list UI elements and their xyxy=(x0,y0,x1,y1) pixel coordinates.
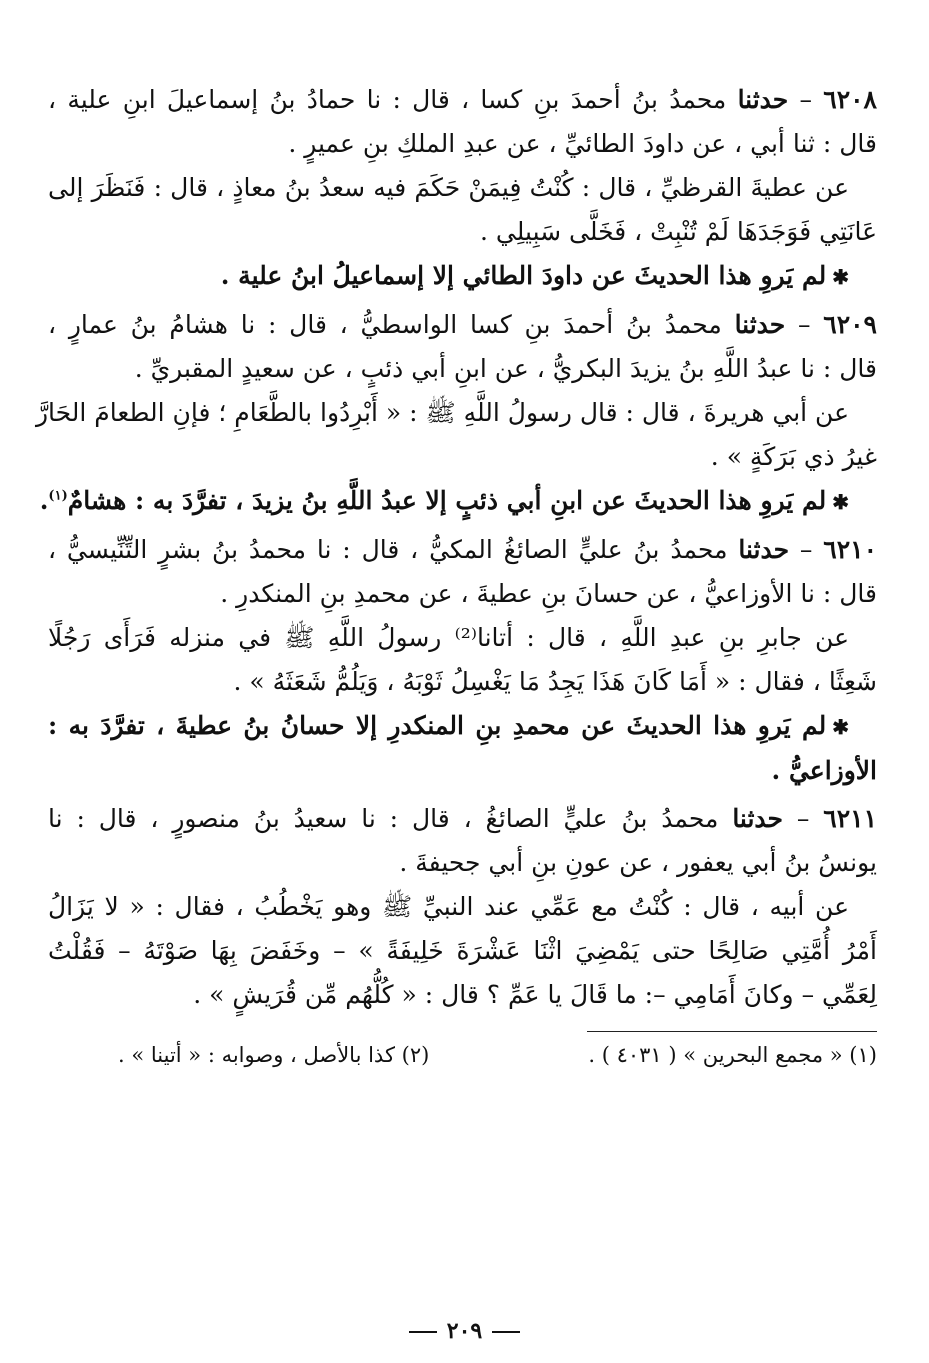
footnotes xyxy=(48,1038,877,1072)
matn-line: غيرُ ذي بَرَكَةٍ » . xyxy=(710,442,877,471)
isnad-line: ٦٢١١ – حدثنا محمدُ بنُ عليٍّ الصائغُ ، قال : نا سعيدُ بنُ منصورٍ ، قال : نا xyxy=(48,804,877,833)
dash-decoration xyxy=(492,1331,520,1333)
isnad-line: ٦٢١٠ – حدثنا محمدُ بنُ عليٍّ الصائغُ المكيُّ ، قال : نا محمدُ بنُ بشرٍ التِّنِّيسيُّ ، xyxy=(48,535,877,564)
hadith-entry xyxy=(35,303,877,524)
commentary-line: ✱لم يَروِ هذا الحديثَ عن محمدِ بنِ المنكدرِ إلا حسانُ بنُ عطيةَ ، تفرَّدَ به : xyxy=(48,711,849,740)
matn-line: عن أبي هريرةَ ، قال : قال رسولُ اللَّهِ ﷺ : « أَبْرِدُوا بالطَّعَامِ ؛ فإنِ الطعامَ الحَارَّ xyxy=(35,398,849,427)
matn-line: لِعَمِّي – وكانَ أَمَامِي –: ما قَالَ يا عَمِّ ؟ قال : « كُلُّهُم مِّن قُرَيشٍ » . xyxy=(193,980,877,1009)
asterisk-icon: ✱ xyxy=(832,715,849,739)
matn-line: عن جابرِ بنِ عبدِ اللَّهِ ، قال : أتانا⁽²⁾ رسولُ اللَّهِ ﷺ في منزله فَرَأَى رَجُلًا xyxy=(48,623,849,652)
isnad-lead: حدثنا xyxy=(732,804,784,833)
hadith-number: ٦٢١١ xyxy=(823,804,877,833)
hadith-entry xyxy=(48,797,877,1017)
matn-line: عن أبيه ، قال : كُنْتُ مع عَمِّي عند النبيِّ ﷺ وهو يَخْطُبُ ، فقال : « لا يَزَالُ xyxy=(48,892,849,921)
commentary-line: ✱لم يَروِ هذا الحديثَ عن داودَ الطائي إلا إسماعيلُ ابنُ علية . xyxy=(220,261,849,290)
footnote-divider xyxy=(587,1031,877,1032)
isnad-text: محمدُ بنُ عليٍّ الصائغُ المكيُّ ، قال : نا محمدُ بنُ بشرٍ التِّنِّيسيُّ ، xyxy=(48,535,728,564)
footnote-1: (١) « مجمع البحرين » ( ٤٠٣١ ) . xyxy=(588,1043,877,1067)
hadith-number: ٦٢١٠ xyxy=(823,535,877,564)
hadith-entry xyxy=(48,528,877,793)
isnad-line: يونسُ بنُ أبي يعفور ، عن عونِ بنِ أبي جحيفةَ . xyxy=(399,848,877,877)
commentary-line: ✱لم يَروِ هذا الحديثَ عن ابنِ أبي ذئبٍ إلا عبدُ اللَّهِ بنُ يزيدَ ، تفرَّدَ به : هشامٌ$^{(١)}$. xyxy=(39,486,849,515)
isnad-lead: حدثنا xyxy=(734,310,786,339)
dash-decoration xyxy=(409,1331,437,1333)
isnad-lead: حدثنا xyxy=(737,85,789,114)
isnad-line: ٦٢٠٨ – حدثنا محمدُ بنُ أحمدَ بنِ كسا ، قال : نا حمادُ بنُ إسماعيلَ ابنِ علية ، xyxy=(48,85,877,114)
isnad-text: محمدُ بنُ أحمدَ بنِ كسا الواسطيُّ ، قال : نا هشامُ بنُ عمارٍ ، xyxy=(48,310,722,339)
matn-line: أَمْرُ أُمَّتِي صَالِحًا حتى يَمْضِيَ اثْنَا عَشْرَةَ خَلِيفَةً » – وخَفَضَ بِهَا صَوْتَهُ – فَقُلْتُ xyxy=(48,936,877,965)
isnad-text: محمدُ بنُ عليٍّ الصائغُ ، قال : نا سعيدُ بنُ منصورٍ ، قال : نا xyxy=(48,804,719,833)
hadith-entry xyxy=(48,78,877,299)
asterisk-icon: ✱ xyxy=(832,265,849,289)
commentary-line: الأوزاعيُّ . xyxy=(771,756,877,785)
isnad-line: قال : ثنا أبي ، عن داودَ الطائيِّ ، عن عبدِ الملكِ بنِ عميرٍ . xyxy=(288,129,877,158)
matn-line: عَانَتِي فَوَجَدَهَا لَمْ تُنْبِتْ ، فَخَلَّى سَبِيلِي . xyxy=(480,217,877,246)
footnote-ref: (١) xyxy=(48,488,68,504)
isnad-line: قال : نا عبدُ اللَّهِ بنُ يزيدَ البكريُّ ، عن ابنِ أبي ذئبٍ ، عن سعيدٍ المقبريِّ . xyxy=(134,354,877,383)
hadith-number: ٦٢٠٩ xyxy=(823,310,877,339)
isnad-line: ٦٢٠٩ – حدثنا محمدُ بنُ أحمدَ بنِ كسا الواسطيُّ ، قال : نا هشامُ بنُ عمارٍ ، xyxy=(48,310,877,339)
asterisk-icon: ✱ xyxy=(832,490,849,514)
isnad-lead: حدثنا xyxy=(738,535,790,564)
footnote-2: (٢) كذا بالأصل ، وصوابه : « أتينا » . xyxy=(118,1043,430,1067)
isnad-line: قال : نا الأوزاعيُّ ، عن حسانَ بنِ عطيةَ ، عن محمدِ بنِ المنكدرِ . xyxy=(220,579,877,608)
matn-line: شَعِثًا ، فقال : « أَمَا كَانَ هَذَا يَجِدُ مَا يَغْسِلُ ثَوْبَهُ ، وَيَلُمُّ شَعَثَهُ » . xyxy=(233,667,877,696)
isnad-text: محمدُ بنُ أحمدَ بنِ كسا ، قال : نا حمادُ بنُ إسماعيلَ ابنِ علية ، xyxy=(48,85,727,114)
hadith-number: ٦٢٠٨ xyxy=(823,85,877,114)
page-number: ٢٠٩ xyxy=(0,1318,929,1344)
matn-line: عن عطيةَ القرظيِّ ، قال : كُنْتُ فِيمَنْ حَكَمَ فيه سعدُ بنُ معاذٍ ، قال : فَنَظَرَ إلى xyxy=(48,173,849,202)
